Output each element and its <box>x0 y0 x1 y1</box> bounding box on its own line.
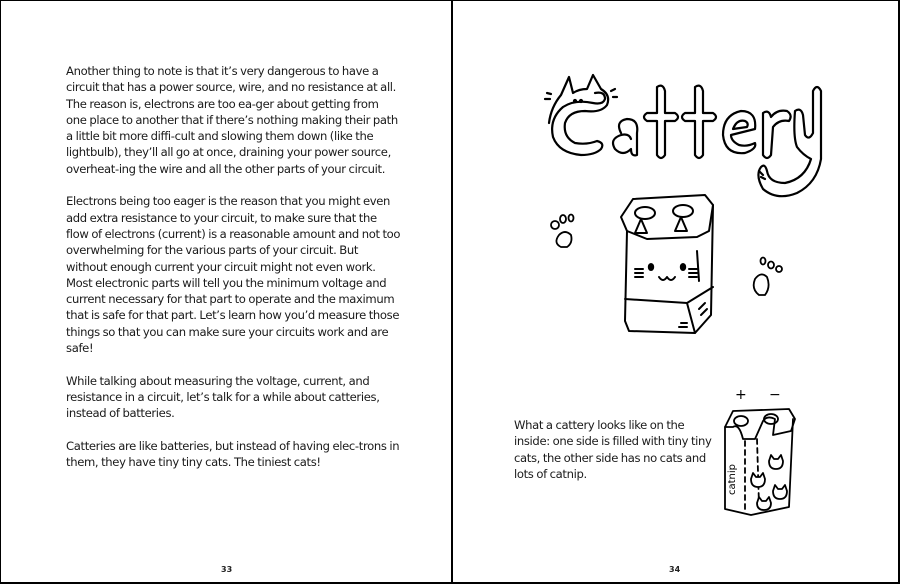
left-page <box>1 1 451 582</box>
paragraph: Another thing to note is that it’s very dangerous to have a circuit that has a power source, wire, and no resistance at all. The reason is, electrons are too ea-ger about getting from one place to another that if there’s nothing making their path a little bit more diffi-cult and slowing them down (like the lightbulb), they’ll all go at once, draining your power source, overheat-ing the wire and all the other parts of your circuit. <box>66 64 398 176</box>
cattery-title-lettering <box>535 63 825 203</box>
plus-terminal-label: + <box>735 387 747 403</box>
paragraph: Electrons being too eager is the reason that you might even add extra resistance to your circuit, to make sure that the flow of electrons (current) is a reasonable amount and not too overwhelming for the various parts of your circuit. But without enough current your circuit might not even work. Most electronic parts will tell you the minimum voltage and current necessary for that part to operate and the maximum that is safe for that part. Let’s learn how you’d measure those things so that you can make sure your circuits work and are safe! <box>66 194 401 356</box>
right-page <box>453 1 898 582</box>
paragraph: Catteries are like batteries, but instead of having elec-trons in them, they have tiny tiny cats. The tiniest cats! <box>66 438 400 470</box>
illustration-caption: What a cattery looks like on the inside: one side is filled with tiny tiny cats, the other side has no cats and lots of catnip. <box>514 418 712 481</box>
catnip-label: catnip <box>727 463 738 495</box>
paw-print-icon <box>749 255 789 299</box>
paw-print-icon <box>549 213 585 253</box>
cattery-battery-illustration <box>617 191 717 341</box>
left-page-body <box>66 63 401 487</box>
page-number: 33 <box>221 565 233 574</box>
minus-terminal-label: − <box>769 387 781 403</box>
paragraph: While talking about measuring the voltage, current, and resistance in a circuit, let’s talk for a while about catteries, instead of batteries. <box>66 373 380 421</box>
page-number: 34 <box>669 565 681 574</box>
cattery-cutaway-illustration <box>715 387 805 537</box>
